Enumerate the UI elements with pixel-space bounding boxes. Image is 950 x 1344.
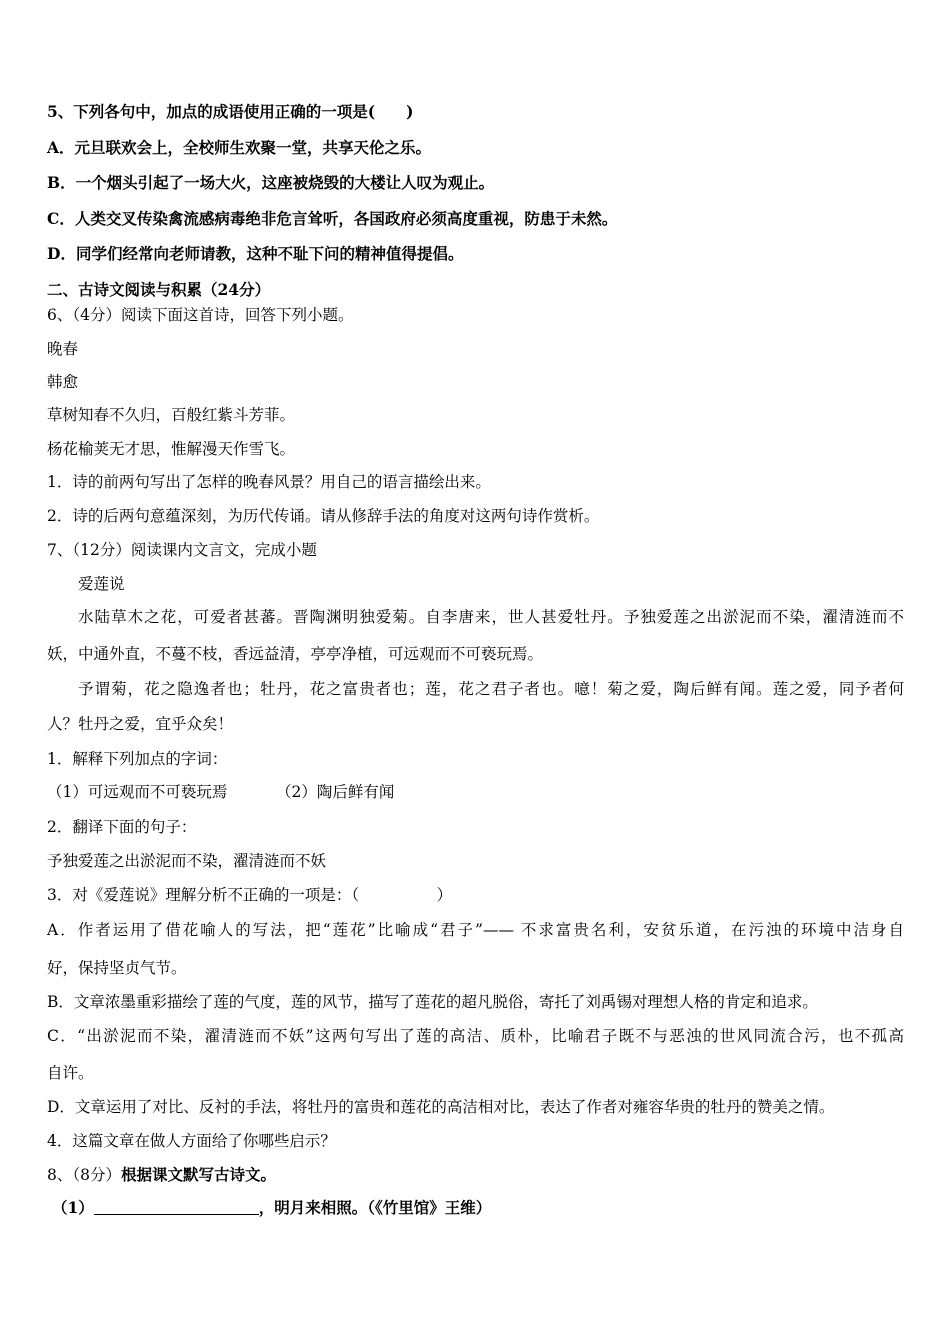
q5-option-a: A．元旦联欢会上，全校师生欢聚一堂，共享天伦之乐。: [47, 138, 432, 157]
q7-option-a-line-1: A．作者运用了借花喻人的写法，把“莲花”比喻成“君子”—— 不求富贵名利，安贫乐道，在污浊的环境中洁身自: [47, 921, 904, 939]
q8-item-1-text: ，明月来相照。（《竹里馆》王维）: [258, 1198, 492, 1217]
q5-option-b: B．一个烟头引起了一场大火，这座被烧毁的大楼让人叹为观止。: [47, 173, 495, 192]
q6-poem-title: 晚春: [47, 340, 79, 358]
q8-item-1-number: （1）: [52, 1198, 94, 1217]
q6-sub-question-2: 2．诗的后两句意蕴深刻，为历代传诵。请从修辞手法的角度对这两句诗作赏析。: [47, 507, 600, 525]
q7-sub-question-3: 3．对《爱莲说》理解分析不正确的一项是：（ ）: [47, 886, 453, 904]
q7-option-c-line-2: 自许。: [47, 1064, 94, 1082]
q5-option-c: C．人类交叉传染禽流感病毒绝非危言耸听，各国政府必须高度重视，防患于未然。: [47, 209, 618, 228]
q6-poem-line-2: 杨花榆荚无才思，惟解漫天作雪飞。: [47, 440, 296, 458]
q7-sub-question-2: 2．翻译下面的句子：: [47, 818, 197, 836]
q7-option-d: D．文章运用了对比、反衬的手法，将牡丹的富贵和莲花的高洁相对比，表达了作者对雍容华贵的牡丹的赞美之情。: [47, 1098, 835, 1116]
q7-sub-question-2-sentence: 予独爱莲之出淤泥而不染，濯清涟而不妖: [47, 852, 327, 870]
q7-sub-question-1-b: （2）陶后鲜有闻: [276, 783, 395, 801]
q8-stem-instruction: 根据课文默写古诗文。: [120, 1165, 276, 1184]
q6-poem-line-1: 草树知春不久归，百般红紫斗芳菲。: [47, 406, 296, 424]
section-2-title: 二、古诗文阅读与积累（24分）: [47, 280, 271, 299]
q5-option-d: D．同学们经常向老师请教，这种不耻下问的精神值得提倡。: [47, 244, 464, 263]
q7-paragraph-1-line-1: 水陆草木之花，可爱者甚蕃。晋陶渊明独爱菊。自李唐来，世人甚爱牡丹。予独爱莲之出淤泥而不染，濯清涟而不: [78, 608, 904, 626]
q7-option-c-line-1: C．“出淤泥而不染，濯清涟而不妖”这两句写出了莲的高洁、质朴，比喻君子既不与恶浊的世风同流合污，也不孤高: [47, 1027, 904, 1045]
q7-option-a-line-2: 好，保持坚贞气节。: [47, 959, 187, 977]
q7-sub-question-1-a: （1）可远观而不可亵玩焉: [47, 783, 228, 801]
q7-sub-question-1: 1．解释下列加点的字词：: [47, 750, 228, 768]
q7-option-b: B．文章浓墨重彩描绘了莲的气度，莲的风节，描写了莲花的超凡脱俗，寄托了刘禹锡对理想人格的肯定和追求。: [47, 993, 818, 1011]
q8-item-1-blank[interactable]: [94, 1200, 259, 1215]
q6-stem: 6、（4分）阅读下面这首诗，回答下列小题。: [47, 306, 354, 324]
q5-stem: 5、下列各句中，加点的成语使用正确的一项是( ): [47, 102, 414, 121]
q7-paragraph-2-line-2: 人？牡丹之爱，宜乎众矣！: [47, 715, 234, 733]
q8-stem-prefix: 8、（8分）: [47, 1166, 121, 1184]
q7-paragraph-1-line-2: 妖，中通外直，不蔓不枝，香远益清，亭亭净植，可远观而不可亵玩焉。: [47, 645, 544, 663]
q7-sub-question-4: 4．这篇文章在做人方面给了你哪些启示？: [47, 1132, 336, 1150]
q7-paragraph-2-line-1: 予谓菊，花之隐逸者也；牡丹，花之富贵者也；莲，花之君子者也。噫！菊之爱，陶后鲜有闻。莲之爱，同予者何: [78, 680, 904, 698]
q7-text-title: 爱莲说: [78, 575, 125, 593]
q8-stem: [47, 1165, 276, 1185]
q6-poem-author: 韩愈: [47, 373, 79, 391]
q6-sub-question-1: 1．诗的前两句写出了怎样的晚春风景？用自己的语言描绘出来。: [47, 473, 491, 491]
q8-item-1: [52, 1198, 491, 1218]
q7-stem: 7、（12分）阅读课内文言文，完成小题: [47, 541, 317, 559]
